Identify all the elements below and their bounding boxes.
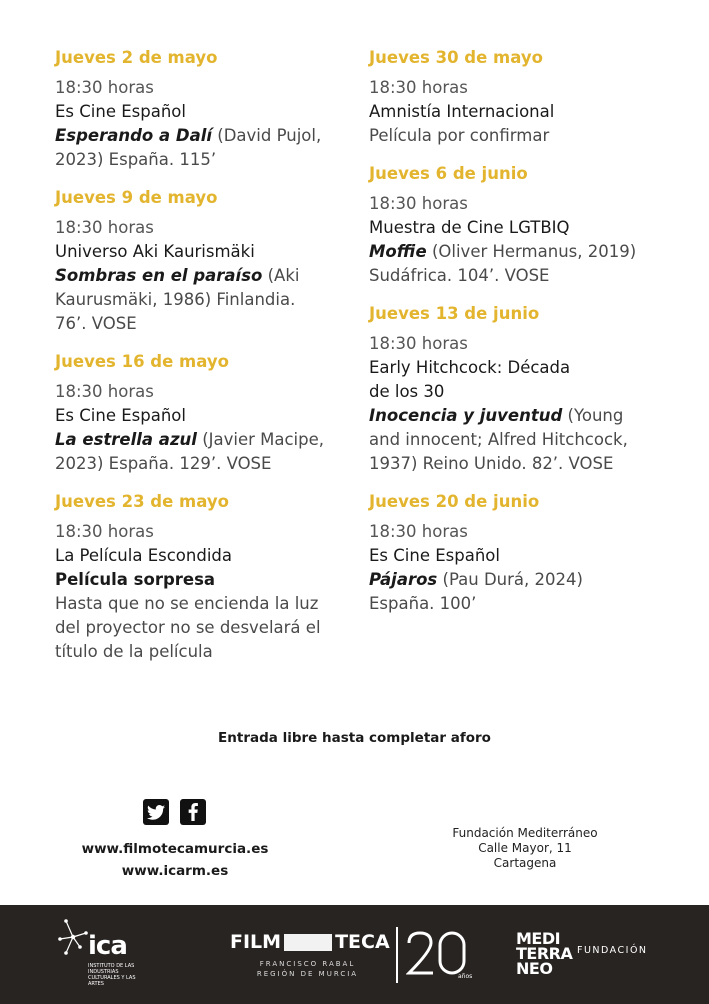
film-meta: 2023) España. 115’ — [55, 150, 217, 169]
event-item — [55, 350, 345, 476]
film-title: Pájaros — [369, 570, 438, 589]
film-meta: 1937) Reino Unido. 82’. VOSE — [369, 454, 614, 473]
film-title: La estrella azul — [55, 430, 197, 449]
venue-address — [440, 826, 610, 871]
film-meta: (Aki — [262, 266, 300, 285]
medit-logo-line: NEO — [516, 959, 553, 978]
filmoteca-subtitle: REGIÓN DE MURCIA — [256, 970, 359, 978]
event-cycle: Es Cine Español — [55, 406, 186, 425]
film-meta: (Javier Macipe, — [196, 430, 325, 449]
event-note: Película por confirmar — [369, 126, 550, 145]
event-note: del proyector no se desvelará el — [55, 618, 321, 637]
filmoteca-logo-right: TECA — [335, 931, 390, 953]
event-date: Jueves 30 de mayo — [369, 48, 543, 67]
film-title: Sombras en el paraíso — [55, 266, 263, 285]
film-meta: 2023) España. 129’. VOSE — [55, 454, 272, 473]
20-anos-logo — [406, 929, 476, 983]
ica-logo-subtitle: INSTITUTO DE LAS INDUSTRIAS CULTURALES Y LAS ARTES — [88, 963, 136, 987]
film-meta: 76’. VOSE — [55, 314, 137, 333]
20-anos-mark — [406, 929, 476, 979]
event-cycle: Amnistía Internacional — [369, 102, 555, 121]
event-item — [369, 302, 659, 476]
event-cycle: de los 30 — [369, 382, 445, 401]
event-date: Jueves 23 de mayo — [55, 492, 229, 511]
event-date: Jueves 13 de junio — [369, 304, 540, 323]
website-link[interactable]: www.icarm.es — [121, 863, 229, 879]
event-cycle: Es Cine Español — [369, 546, 500, 565]
filmoteca-subtitle: FRANCISCO RABAL — [259, 960, 356, 968]
event-item — [369, 46, 659, 148]
event-time: 18:30 horas — [55, 522, 154, 541]
venue-name: Fundación Mediterráneo — [452, 826, 598, 840]
event-note: Hasta que no se encienda la luz — [55, 594, 319, 613]
film-meta: and innocent; Alfred Hitchcock, — [369, 430, 628, 449]
filmoteca-logo-mark — [284, 934, 332, 951]
event-time: 18:30 horas — [369, 522, 468, 541]
event-time: 18:30 horas — [369, 334, 468, 353]
event-item — [55, 490, 345, 664]
twitter-icon[interactable] — [143, 799, 169, 825]
film-meta: (Pau Durá, 2024) — [437, 570, 583, 589]
event-cycle: Es Cine Español — [55, 102, 186, 121]
event-time: 18:30 horas — [55, 218, 154, 237]
ica-network-icon — [58, 919, 88, 959]
film-meta: Kaurusmäki, 1986) Finlandia. — [55, 290, 296, 309]
film-title: Película sorpresa — [55, 570, 216, 589]
facebook-icon[interactable] — [180, 799, 206, 825]
film-meta: (David Pujol, — [212, 126, 322, 145]
medit-logo-line: TERRA — [516, 944, 573, 963]
fundacion-mediterraneo-logo — [516, 931, 572, 976]
event-item — [55, 186, 345, 336]
film-title: Esperando a Dalí — [55, 126, 213, 145]
filmoteca-logo — [230, 931, 390, 979]
event-note: título de la película — [55, 642, 213, 661]
right-column — [369, 46, 659, 630]
ica-logo-text: ica — [88, 931, 127, 961]
film-meta: Sudáfrica. 104’. VOSE — [369, 266, 550, 285]
website-link[interactable]: www.filmotecamurcia.es — [81, 841, 269, 857]
event-cycle: La Película Escondida — [55, 546, 232, 565]
entry-note: Entrada libre hasta completar aforo — [218, 730, 491, 746]
website-links — [70, 838, 280, 882]
sponsor-footer — [0, 905, 709, 1004]
event-item — [369, 490, 659, 616]
fundacion-label: FUNDACIÓN — [577, 945, 648, 956]
event-time: 18:30 horas — [369, 194, 468, 213]
social-links — [143, 799, 206, 825]
event-cycle: Early Hitchcock: Década — [369, 358, 571, 377]
film-title: Inocencia y juventud — [369, 406, 563, 425]
event-date: Jueves 9 de mayo — [55, 188, 218, 207]
film-meta: España. 100’ — [369, 594, 477, 613]
logo-divider — [396, 927, 398, 983]
event-date: Jueves 6 de junio — [369, 164, 528, 183]
event-time: 18:30 horas — [55, 78, 154, 97]
event-date: Jueves 20 de junio — [369, 492, 540, 511]
event-cycle: Universo Aki Kaurismäki — [55, 242, 255, 261]
event-date: Jueves 2 de mayo — [55, 48, 218, 67]
filmoteca-logo-left: FILM — [230, 931, 282, 953]
venue-city: Cartagena — [493, 856, 557, 870]
event-time: 18:30 horas — [369, 78, 468, 97]
anos-label: años — [458, 973, 473, 979]
event-cycle: Muestra de Cine LGTBIQ — [369, 218, 570, 237]
event-time: 18:30 horas — [55, 382, 154, 401]
event-date: Jueves 16 de mayo — [55, 352, 229, 371]
venue-street: Calle Mayor, 11 — [478, 841, 572, 855]
ica-logo — [58, 919, 148, 987]
film-meta: (Oliver Hermanus, 2019) — [426, 242, 637, 261]
left-column — [55, 46, 345, 678]
film-meta: (Young — [562, 406, 624, 425]
medit-logo-line: MEDI — [516, 929, 561, 948]
event-item — [369, 162, 659, 288]
event-item — [55, 46, 345, 172]
film-title: Moffie — [369, 242, 427, 261]
